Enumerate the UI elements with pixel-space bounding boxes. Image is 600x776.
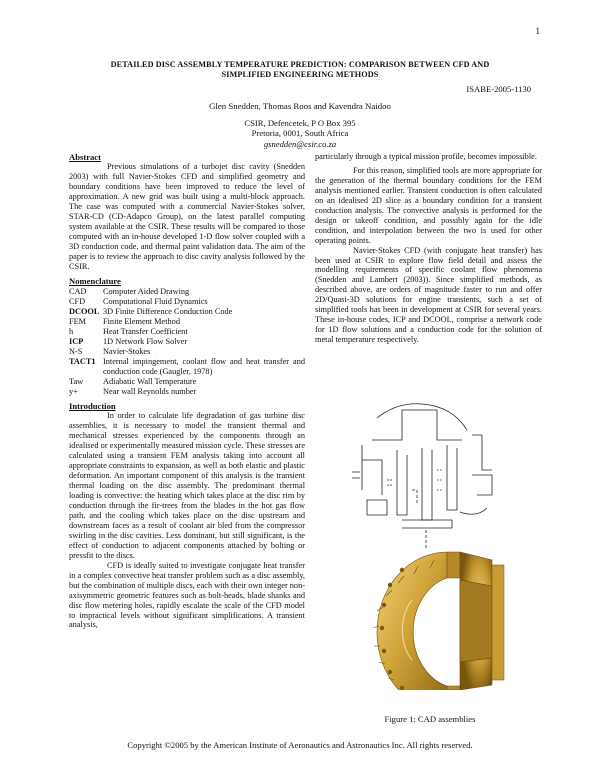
- nomenclature-definition: Finite Element Method: [103, 317, 180, 327]
- cad-assembly-drawings: [342, 400, 512, 690]
- cad-figure: [342, 400, 512, 690]
- nomenclature-table: [69, 287, 305, 396]
- nomenclature-symbol: Taw: [69, 376, 84, 386]
- nomenclature-row: [69, 357, 305, 377]
- affiliation-city: Pretoria, 0001, South Africa: [251, 128, 349, 139]
- nomenclature-row: [69, 387, 305, 397]
- left-column: [69, 152, 305, 630]
- body-paragraph: Navier-Stokes CFD (with conjugate heat transfer) has been used at CSIR to explore flow field detail and assess the modelling requirements of specific coolant flow phenomena (Snedden and Lambert (2003)). Since simplified methods, as described above, are orders of magnitude faster to run and offer 2D/Quasi-3D solutions for engine transients, such a set of simplified tools has been in development at CSIR for several years. These in-house codes, ICP and DCOOL, comprise a network code for 1D flow solutions and a conduction code for the solution of metal temperature respectively.: [315, 245, 542, 345]
- nomenclature-symbol: CAD: [69, 287, 87, 297]
- disc-assembly-3d-render: [373, 552, 504, 690]
- nomenclature-symbol: ICP: [69, 337, 84, 347]
- affiliation-email[interactable]: gsnedden@csir.co.za: [263, 138, 337, 149]
- nomenclature-heading: Nomenclature: [69, 276, 121, 287]
- nomenclature-row: [69, 347, 305, 357]
- nomenclature-row: [69, 377, 305, 387]
- page-number: 1: [535, 26, 540, 36]
- copyright-notice: Copyright ©2005 by the American Institute of Aeronautics and Astronautics Inc. All rights reserved.: [127, 740, 473, 750]
- nomenclature-definition: Navier-Stokes: [103, 346, 151, 356]
- affiliation-org: CSIR, Defencetek, P O Box 395: [244, 118, 356, 128]
- nomenclature-symbol: y+: [69, 386, 78, 396]
- authors: Glen Snedden, Thomas Roos and Kavendra Naidoo: [209, 101, 391, 111]
- nomenclature-definition: 3D Finite Difference Conduction Code: [103, 307, 233, 317]
- introduction-paragraph: CFD is ideally suited to investigate conjugate heat transfer in a complex convective heat transfer problem such as a disc assembly, but the combination of multiple discs, each with their own integer non-axisymmetric geometric features such as bolt-heads, blade shanks and disc flow metering holes, rapidly escalate the scale of the CFD model to impractical levels without significant simplifications. A transient analysis,: [69, 560, 305, 630]
- paper-id: ISABE-2005-1130: [466, 84, 531, 94]
- nomenclature-row: [69, 307, 305, 317]
- nomenclature-row: [69, 327, 305, 337]
- figure-caption: Figure 1: CAD assemblies: [384, 714, 476, 724]
- paper-title: DETAILED DISC ASSEMBLY TEMPERATURE PREDICTION: COMPARISON BETWEEN CFD AND SIMPLIFIED ENGINEERING METHODS: [110, 60, 490, 79]
- nomenclature-definition: Near wall Reynolds number: [103, 386, 197, 396]
- nomenclature-definition: Internal impingement, coolant flow and heat transfer and conduction code (Gaugler, 1978): [103, 356, 305, 376]
- nomenclature-row: [69, 337, 305, 347]
- right-column: [315, 152, 542, 345]
- affiliation: [0, 118, 600, 149]
- nomenclature-row: [69, 317, 305, 327]
- nomenclature-symbol: DCOOL: [69, 307, 100, 317]
- body-paragraph: For this reason, simplified tools are more appropriate for the generation of the thermal boundary conditions for the FEM analysis mentioned earlier. Transient conduction is often calculated on an idealised 2D slice as a boundary condition for a transient conduction analysis. The convective analysis is performed for the design or takeoff condition, and possibly again for the idle condition, and interpolation between the two is used for other operating points.: [315, 165, 542, 245]
- introduction-paragraph: In order to calculate life degradation of gas turbine disc assemblies, it is necessary to model the transient thermal and mechanical stresses experienced by the components through an idealised or experimentally measured mission cycle. These stresses are calculated using a transient FEM analysis taking into account all appropriate constraints to expansion, as well as both elastic and plastic deformation. An important component of this analysis is the transient thermal loading on the disc assembly. The predominant thermal loading is convective: the heating which takes place at the disc rim by conduction through the fir-trees from the blades in the hot gas flow path, and the cooling which takes place on the disc upstream and downstream faces as a result of coolant air bled from the compressor swirling in the disc cavities. Less dominant, but still significant, is the effect of conduction to adjacent components attached by bolting or pressfit to the discs.: [69, 411, 305, 560]
- introduction-heading: Introduction: [69, 401, 116, 412]
- nomenclature-definition: Computational Fluid Dynamics: [103, 297, 208, 307]
- abstract-text: Previous simulations of a turbojet disc cavity (Snedden 2003) with full Navier-Stokes CFD and simplified geometry and boundary conditions have been improved to reduce the level of approximation. A new grid was built using a multi-block approach. The case was computed with a commercial Navier-Stokes solver, STAR-CD (CD-Adapco Group), on the latest parallel computing system available at the CSIR. These results will be compared to those computed with an in-house developed 1-D flow solver coupled with a 3D conduction code, and thermal paint validation data. The aim of the paper is to review the approach to disc cavity analysis followed by the CSIR.: [69, 162, 305, 271]
- nomenclature-row: [69, 297, 305, 307]
- nomenclature-symbol: h: [69, 327, 74, 337]
- nomenclature-row: [69, 287, 305, 297]
- nomenclature-definition: Heat Transfer Coefficient: [103, 327, 188, 337]
- disc-cavity-line-drawing: [352, 404, 492, 550]
- nomenclature-definition: Adiabatic Wall Temperature: [103, 376, 197, 386]
- nomenclature-definition: Computer Aided Drawing: [103, 287, 190, 297]
- nomenclature-definition: 1D Network Flow Solver: [103, 337, 188, 347]
- nomenclature-symbol: N-S: [69, 346, 83, 356]
- nomenclature-symbol: FEM: [69, 317, 87, 327]
- abstract-heading: Abstract: [69, 152, 101, 162]
- nomenclature-symbol: CFD: [69, 297, 86, 307]
- body-paragraph: particularly through a typical mission profile, becomes impossible.: [315, 152, 537, 161]
- nomenclature-symbol: TACT1: [69, 356, 96, 366]
